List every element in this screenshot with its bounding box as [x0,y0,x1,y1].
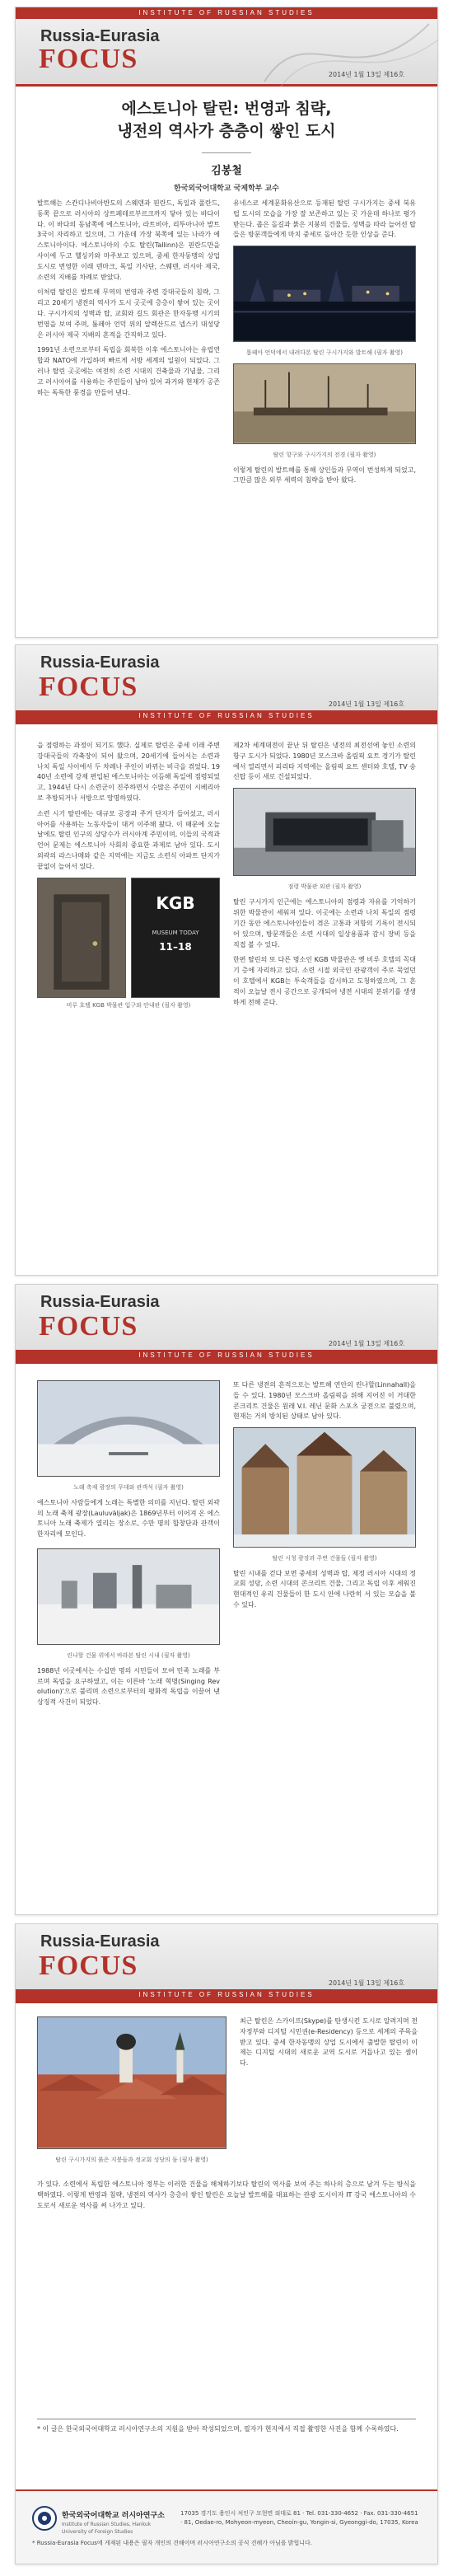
masthead [16,645,437,724]
issue-date: 2014년 1월 13일 제16호 [328,1979,404,1987]
page-1 [15,7,438,638]
masthead [16,7,437,87]
paragraph: 가 있다. 소련에서 독립한 에스토니아 정부는 이러한 건물을 해체하기보다 탈린의 역사를 보여 주는 하나의 층으로 남겨 두는 방식을 택하였다. 이렇게 번영과 침략, 냉전의 역사가 층층이 쌓인 탈린은 오늘날 발트해를 대표하는 관광 도시이자 IT 강국 에스토니아의 수도로서 새로운 역사를 써 나가고 있다. [37,2180,416,2209]
photo-caption: 점령 박물관 외관 (필자 촬영) [287,883,362,891]
paragraph: 1991년 소련으로부터 독립을 회복한 이후 에스토니아는 유럽연합과 NATO에 가입하며 빠르게 서방 세계의 일원이 되었다. 그러나 탈린 곳곳에는 여전히 소련 시대의 건축물과 기념물, 그리고 러시아어를 사용하는 주민들이 남아 있어 과거와 현재가 공존하는 독특한 풍경을 만들어 낸다. [37,346,220,396]
column-left [37,1380,220,1713]
linnahall-photo [37,1548,220,1645]
brand-main: FOCUS [39,44,138,74]
column-left [37,2180,416,2216]
article-title-line-2: 냉전의 역사가 층층이 쌓인 도시 [117,122,336,140]
divider [202,152,251,153]
issue-date: 2014년 1월 13일 제16호 [328,71,404,78]
publisher-footer [16,2489,437,2564]
paragraph: 을 점령하는 과정이 되기도 했다. 실제로 탈린은 중세 이래 주변 강대국들의 각축장이 되어 왔으며, 20세기에 들어서는 소련과 나치 독일 사이에서 두 차례나 주인이 바뀌는 비극을 겪었다. 1940년 소련에 강제 편입된 에스토니아는 이듬해 독일에 점령되었고, 1944년 다시 소련군이 진주하면서 수많은 주민이 시베리아로 추방되거나 서방으로 망명하였다. [37,742,220,802]
masthead [16,1924,437,2003]
town-hall-square-photo [233,1427,416,1547]
institute-bar: INSTITUTE OF RUSSIAN STUDIES [16,1989,437,2001]
disclaimer: * Russia-Eurasia Focus에 게재된 내용은 필자 개인의 견해이며 러시아연구소의 공식 견해가 아님을 밝힙니다. [32,2540,313,2546]
body-columns [37,741,416,1013]
sign-label: MUSEUM TODAY [152,929,199,936]
photo-caption: 탈린 시청 광장과 주변 건물들 (필자 촬영) [272,1554,377,1562]
paragraph: 제2차 세계대전이 끝난 뒤 탈린은 냉전의 최전선에 놓인 소련의 항구 도시가 되었다. 1980년 모스크바 올림픽 요트 경기가 탈린에서 열리면서 피리타 지역에는 올림픽 요트 센터와 호텔, TV 송신탑 등이 새로 건설되었다. [233,742,416,781]
rooftops-photo [37,2016,226,2149]
photo-caption: 탈린 항구와 구시가지의 전경 (필자 촬영) [273,451,376,458]
photo-caption: 툼페아 언덕에서 내려다본 탈린 구시가지와 발트해 (필자 촬영) [245,349,404,356]
rooftops-figure [37,2016,226,2164]
column-right [233,741,416,1013]
harbor-sepia-photo [233,363,416,444]
column-right [233,199,416,491]
issue-date: 2014년 1월 13일 제16호 [328,1340,404,1347]
column-right [233,1380,416,1713]
column-left [37,199,220,491]
paragraph: 유네스코 세계문화유산으로 등재된 탈린 구시가지는 중세 북유럽 도시의 모습을 가장 잘 보존하고 있는 곳 가운데 하나로 평가받는다. 좁은 돌길과 붉은 지붕의 건물들, 성벽을 따라 늘어선 탑들은 방문객들에게 마치 중세로 돌아간 듯한 인상을 준다. [233,199,416,239]
sign-hours: 11–18 [159,940,192,953]
issue-date: 2014년 1월 13일 제16호 [328,700,404,708]
kgb-photo-pair [37,878,220,999]
column-right [240,2016,418,2074]
sign-kgb: KGB [156,892,195,913]
author-name: 김봉철 [211,165,242,177]
kgb-sign-photo [131,878,220,999]
occupation-museum-photo [233,788,416,876]
university-logo-icon [32,2506,57,2531]
footnote-text: * 이 글은 한국외국어대학교 러시아연구소의 지원을 받아 작성되었으며, 필자가 현지에서 직접 촬영한 사진을 함께 수록하였다. [37,2425,399,2433]
brand-top: Russia-Eurasia [40,1932,160,1951]
brand-main: FOCUS [39,1311,138,1342]
photo-caption: 비루 호텔 KGB 박물관 입구와 안내판 (필자 촬영) [66,1002,191,1009]
brand-top: Russia-Eurasia [40,27,160,45]
night-harbor-photo [233,246,416,342]
institute-bar: INSTITUTE OF RUSSIAN STUDIES [16,7,437,19]
paragraph: 탈린 구시가지 인근에는 에스토니아의 점령과 자유를 기억하기 위한 박물관이 세워져 있다. 이곳에는 소련과 나치 독일의 점령 기간 동안 에스토니아인들이 겪은 고통과 저항의 기록이 전시되어 있으며, 방문객들은 소련 시대의 일상용품과 감시 장비 등을 직접 볼 수 있다. [233,898,416,948]
paragraph: 한편 탈린의 또 다른 명소인 KGB 박물관은 옛 비루 호텔의 꼭대기 층에 자리하고 있다. 소련 시절 외국인 관광객이 주로 묵었던 이 호텔에서 KGB는 투숙객들을 감시하고 도청하였으며, 그 흔적이 오늘날 전시 공간으로 공개되어 냉전 시대의 분위기를 생생하게 전해 준다. [233,956,416,1006]
brand-main: FOCUS [39,1951,138,1981]
author-affiliation: 한국외국어대학교 국제학부 교수 [174,185,279,193]
paragraph: 이처럼 탈린은 발트해 무역의 번영과 주변 강대국들의 침략, 그리고 20세기 냉전의 역사가 도시 곳곳에 층층이 쌓여 있는 곳이다. 구시가지의 성벽과 탑, 교회와 길드 회관은 한자동맹 시기의 번영을 보여 주며, 툼페아 언덕 위의 알렉산드르 넵스키 대성당은 러시아 제국 지배의 흔적을 간직하고 있다. [37,288,220,339]
institute-bar: INSTITUTE OF RUSSIAN STUDIES [16,1350,437,1361]
photo-caption: 린나할 건물 위에서 바라본 탈린 시내 (필자 촬영) [67,1651,190,1659]
paragraph: 1988년 이곳에서는 수십만 명의 시민들이 모여 민족 노래를 부르며 독립을 요구하였고, 이는 이른바 '노래 혁명(Singing Revolution)'으로 불리며 소련으로부터의 평화적 독립을 이끌어 낸 상징적 사건이 되었다. [37,1666,220,1707]
body-columns [37,199,416,491]
article-title-line-1: 에스토니아 탈린: 번영과 침략, [121,100,332,118]
body-columns [37,1380,416,1713]
org-name: 한국외국어대학교 러시아연구소 [62,2512,165,2520]
brand-top: Russia-Eurasia [40,1293,160,1311]
photo-caption: 탈린 구시가지의 붉은 지붕들과 정교회 성당의 돔 (필자 촬영) [55,2156,208,2163]
masthead [16,1285,437,1364]
footnote [37,2419,416,2434]
brand-main: FOCUS [39,672,138,702]
kgb-door-photo [37,878,126,999]
paragraph: 탈린 시내를 걷다 보면 중세의 성벽과 탑, 제정 러시아 시대의 정교회 성당, 소련 시대의 콘크리트 건물, 그리고 독립 이후 세워진 현대적인 유리 건물들이 한 도시 안에 나란히 서 있는 모습을 볼 수 있다. [233,1569,416,1609]
paragraph: 최근 탈린은 스카이프(Skype)를 탄생시킨 도시로 알려지며 전자정부와 디지털 시민권(e-Residency) 등으로 세계의 주목을 받고 있다. 중세 한자동맹의 상업 도시에서 출발한 탈린이 이제는 디지털 시대의 새로운 교역 도시로 거듭나고 있는 셈이다. [240,2017,418,2068]
song-festival-photo [37,1380,220,1477]
org-address: 17035 경기도 용인시 처인구 모현면 외대로 81 · Tel. 031-330-4652 · Fax. 031-330-4651 · 81, Oedae-ro, Mohyeon-myeon, Cheoin-gu, Yongin-si, Gyeonggi-do, 17035, Korea [180,2510,418,2526]
paragraph: 에스토니아 사람들에게 노래는 특별한 의미를 지닌다. 탈린 외곽의 노래 축제 광장(Lauluväljak)은 1869년부터 이어져 온 에스토니아 노래 축제가 열리는 장소로, 수만 명의 합창단과 관객이 한자리에 모인다. [37,1498,220,1539]
photo-caption: 노래 축제 광장의 무대와 관객석 (필자 촬영) [73,1483,184,1491]
column-left [37,741,220,1013]
institute-bar: INSTITUTE OF RUSSIAN STUDIES [16,710,437,722]
article-title-block [16,87,437,193]
paragraph: 소련 시기 탈린에는 대규모 공장과 주거 단지가 들어섰고, 러시아어를 사용하는 노동자들이 대거 이주해 왔다. 이 때문에 오늘날에도 탈린 인구의 상당수가 러시아계 주민이며, 이들의 국적과 언어 문제는 에스토니아 사회의 중요한 과제로 남아 있다. 도시 외곽의 라스나매와 같은 지역에는 지금도 소련식 아파트 단지가 끝없이 늘어서 있다. [37,809,220,870]
page-3 [15,1284,438,1915]
paragraph: 이렇게 탈린의 발트해를 통해 상인들과 무역이 번성하게 되었고, 그만큼 많은 외부 세력의 침략을 받아 왔다. [233,466,416,485]
page-4 [15,1923,438,2564]
paragraph: 또 다른 냉전의 흔적으로는 발트해 연안의 린나할(Linnahall)을 들 수 있다. 1980년 모스크바 올림픽을 위해 지어진 이 거대한 콘크리트 건물은 원래 V.I. 레닌 문화 스포츠 궁전으로 불렸으며, 현재는 거의 방치된 상태로 남아 있다. [233,1381,416,1421]
page-2 [15,644,438,1276]
paragraph: 발트해는 스칸디나비아반도의 스웨덴과 핀란드, 독일과 폴란드, 동쪽 끝으로 러시아의 상트페테르부르크까지 닿아 있는 바다이다. 이 바다의 동남쪽에 에스토니아, 라트비아, 리투아니아 발트 3국이 자리하고 있으며, 그 가운데 가장 북쪽에 있는 나라가 에스토니아이다. 에스토니아의 수도 탈린(Tallinn)은 핀란드만을 사이에 두고 헬싱키와 마주보고 있으며, 중세 한자동맹의 상업 도시로 번영한 이래 덴마크, 독일 기사단, 스웨덴, 러시아 제국, 소련의 지배를 차례로 받았다. [37,199,220,281]
org-subtitle: Institute of Russian Studies, Hankuk University of Foreign Studies [62,2522,152,2535]
brand-top: Russia-Eurasia [40,653,160,672]
